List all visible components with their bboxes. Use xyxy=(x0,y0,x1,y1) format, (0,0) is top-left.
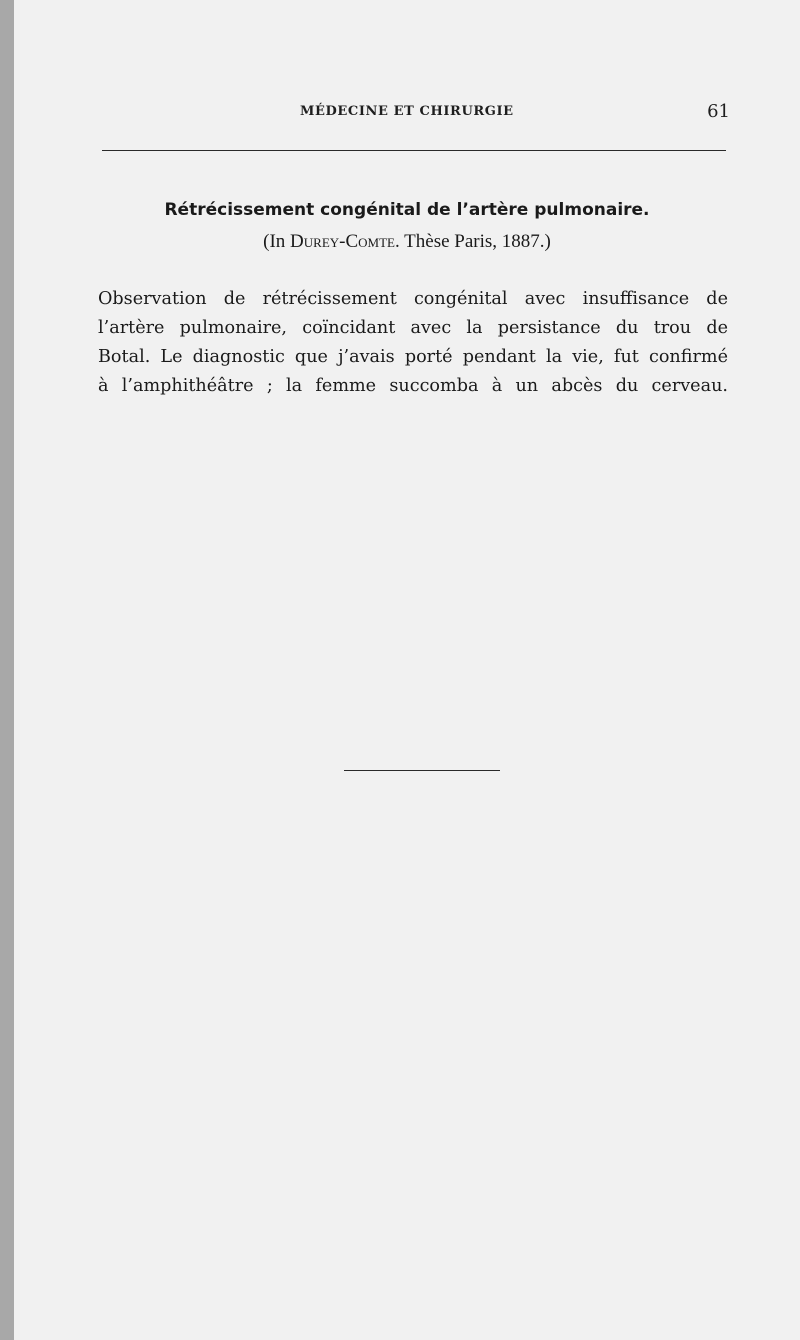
paragraph-line: l’artère pulmonaire, coïncidant avec la persistance du trou de xyxy=(98,318,728,338)
paragraph-line: Botal. Le diagnostic que j’avais porté pendant la vie, fut confirmé xyxy=(98,347,728,367)
source-rest: . Thèse Paris, 1887.) xyxy=(395,231,551,252)
article-source xyxy=(14,231,800,253)
running-head: MÉDECINE ET CHIRURGIE xyxy=(300,104,514,119)
book-page xyxy=(14,0,800,1340)
article-title: Rétrécissement congénital de l’artère pulmonaire. xyxy=(164,200,650,220)
paragraph-line: Observation de rétrécissement congénital avec insuffisance de xyxy=(98,289,728,309)
source-open: (In xyxy=(263,231,291,252)
source-author: Durey-Comte xyxy=(290,231,395,252)
page-header xyxy=(14,101,800,130)
observation-paragraph xyxy=(98,285,728,401)
page-number: 61 xyxy=(707,101,730,122)
header-rule xyxy=(102,150,726,151)
page-edge-shadow xyxy=(0,0,14,1340)
paragraph-line: à l’amphithéâtre ; la femme succomba à un abcès du cerveau. xyxy=(98,376,728,396)
section-end-rule xyxy=(344,770,500,771)
